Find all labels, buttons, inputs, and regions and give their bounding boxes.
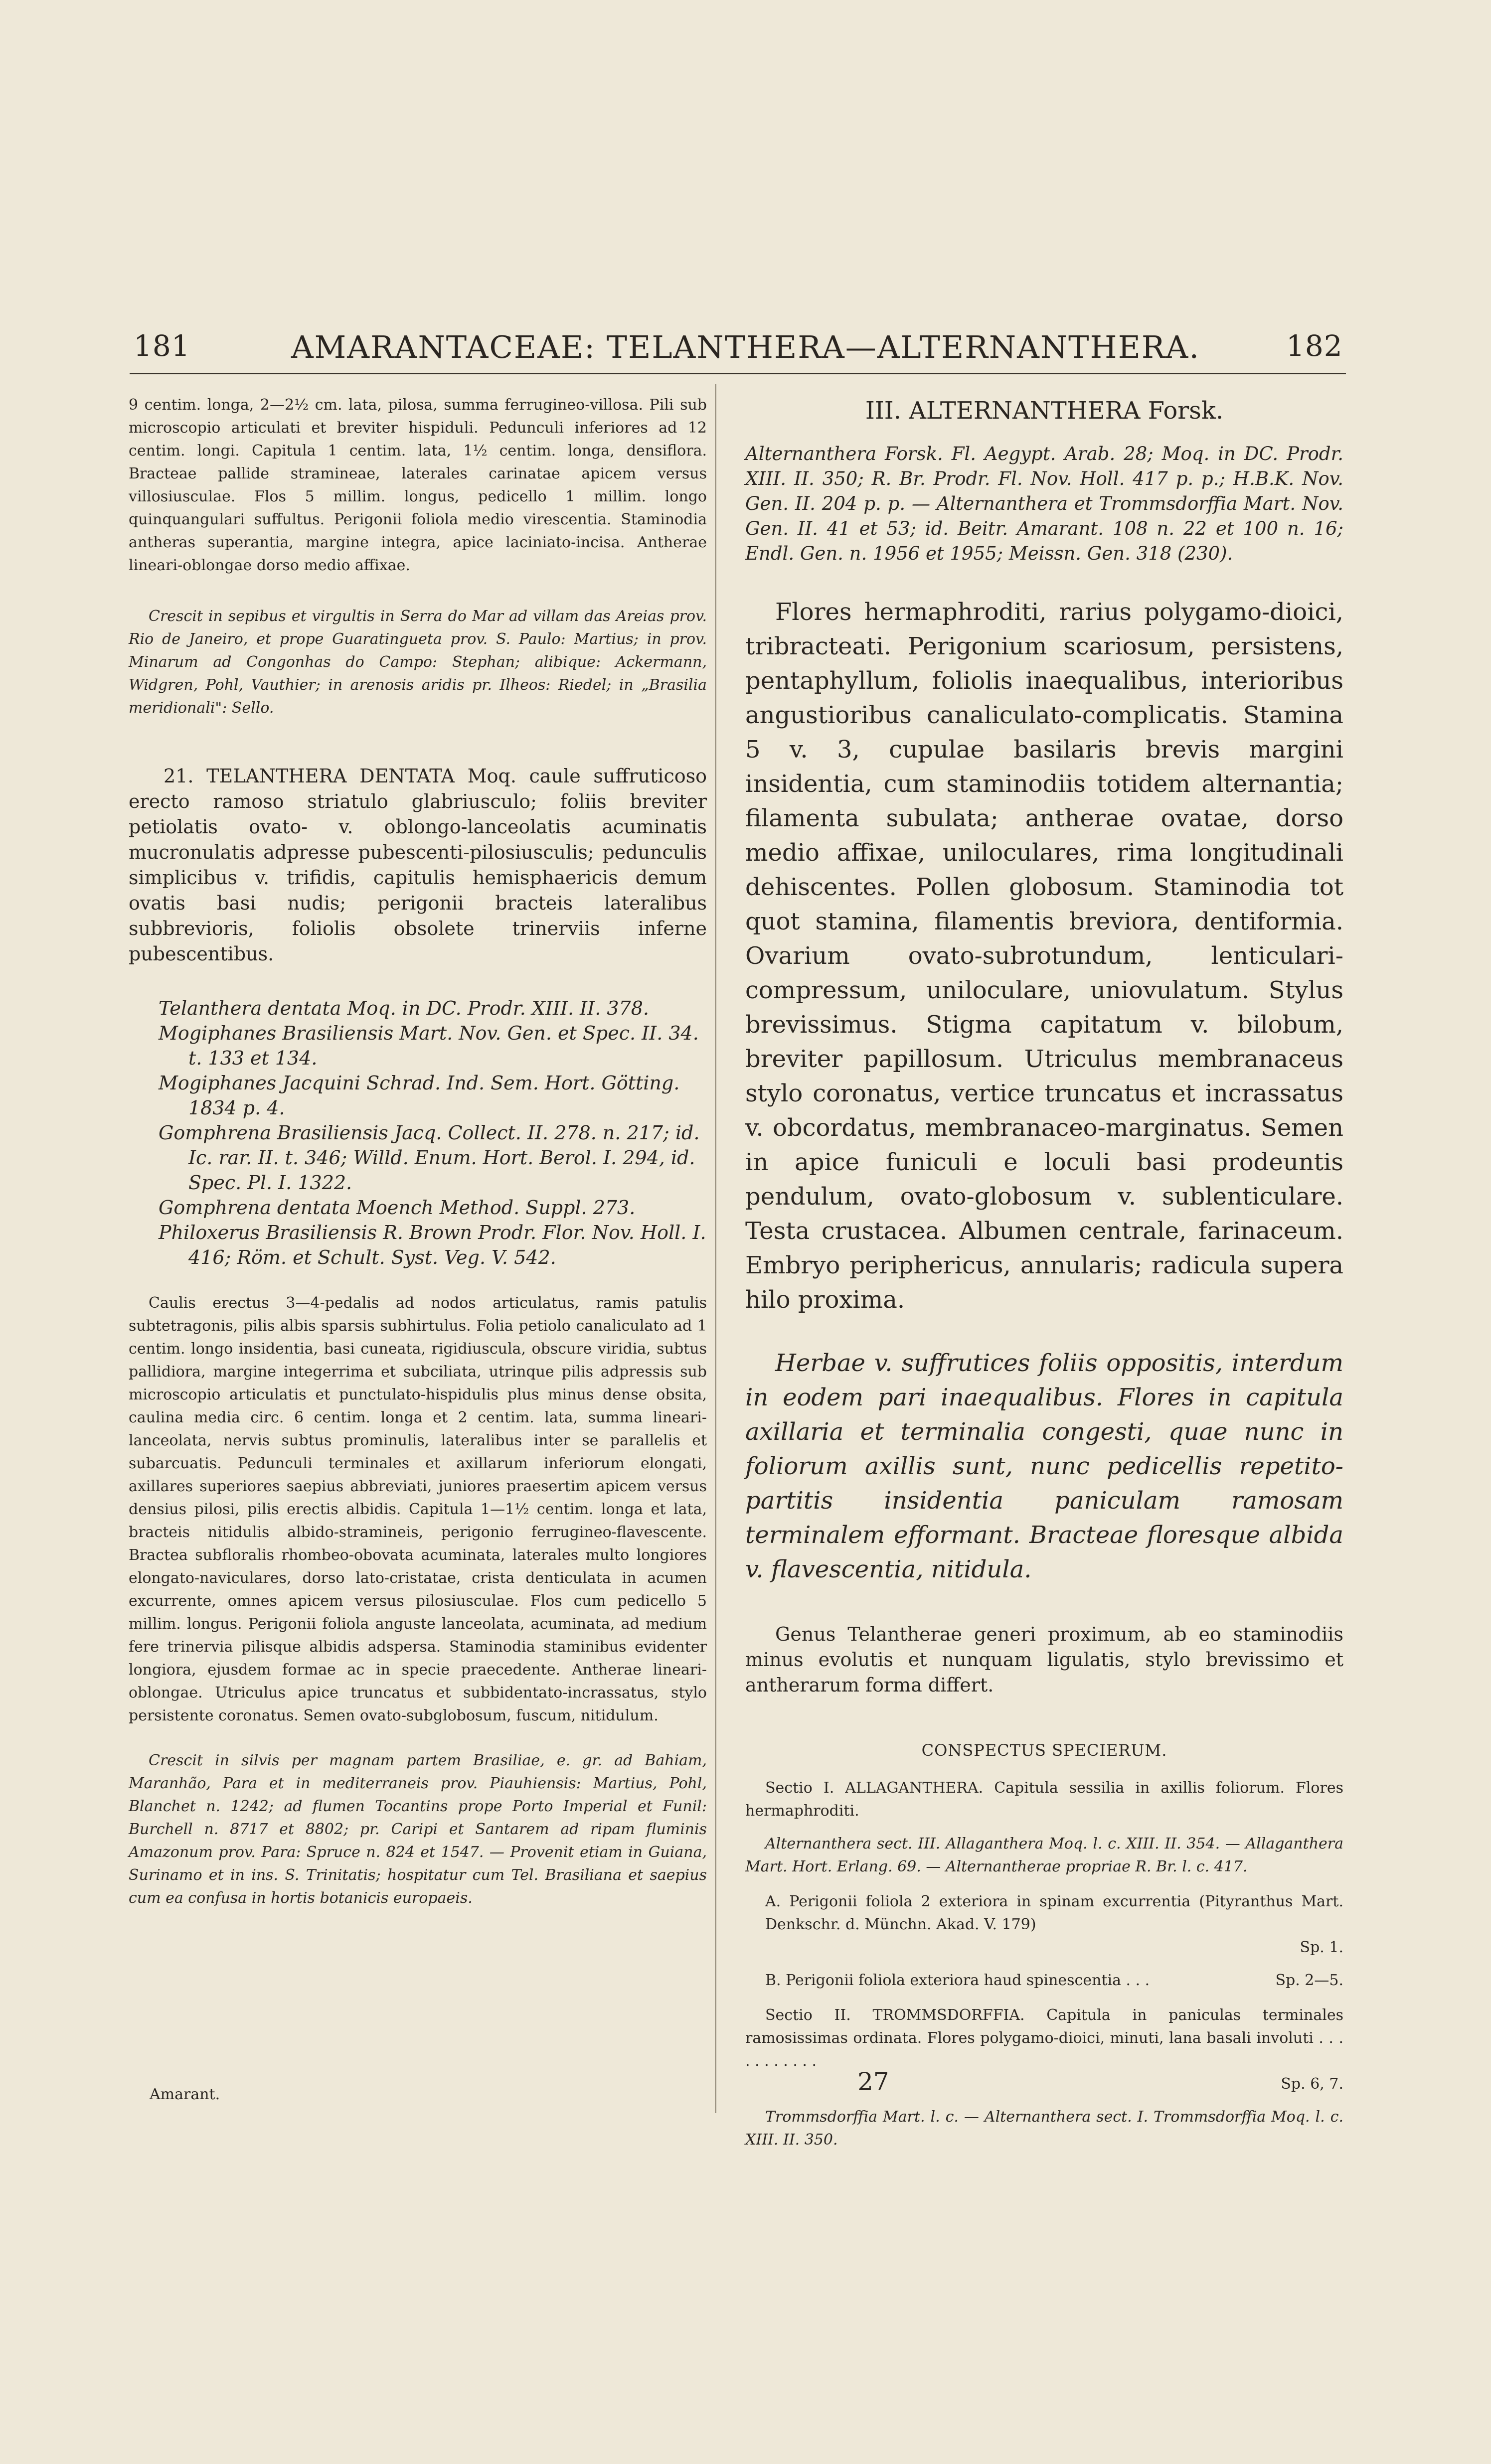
column-divider: [715, 384, 716, 2113]
right-page-number: 182: [1286, 329, 1343, 363]
key-b: B. Perigonii foliola exteriora haud spinescentia . . .: [765, 1972, 1150, 1989]
key-a: A. Perigonii foliola 2 exteriora in spinam excurrentia (Pityranthus Mart. Denkschr. d. Münchn. Akad. V. 179): [765, 1893, 1343, 1933]
page-number: 27: [857, 2067, 889, 2096]
genus-description: Flores hermaphroditi, rarius polygamo-dioici, tribracteati. Perigonium scariosum, persistens, pentaphyllum, foliolis inaequalibus, interioribus angustioribus canaliculato-complicatis. Stamina 5 v. 3, cupulae basilaris brevis margini insidentia, cum staminodiis totidem alternantia; filamenta subulata; antherae ovatae, dorso medio affixae, uniloculares, rima longitudinali dehiscentes. Pollen globosum. Staminodia tot quot stamina, filamentis breviora, dentiformia. Ovarium ovato-subrotundum, lenticulari-compressum, uniloculare, uniovulatum. Stylus brevissimus. Stigma capitatum v. bilobum, breviter papillosum. Utriculus membranaceus stylo coronatus, vertice truncatus et incrassatus v. obcordatus, membranaceo-marginatus. Semen in apice funiculi e loculi basi prodeuntis pendulum, ovato-globosum v. sublenticulare. Testa crustacea. Albumen centrale, farinaceum. Embryo periphericus, annularis; radicula supera hilo proxima.: [745, 598, 1343, 1314]
right-column: [745, 394, 1343, 2152]
description-continued: 9 centim. longa, 2—2½ cm. lata, pilosa, summa ferrugineo-villosa. Pili sub microscopio articulati et breviter hispiduli. Pedunculi inferiores ad 12 centim. longi. Capitula 1 centim. lata, 1½ centim. longa, densiflora. Bracteae pallide stramineae, laterales carinatae apicem versus villosiusculae. Flos 5 millim. longus, pedicello 1 millim. longo quinquangulari suffultus. Perigonii foliola medio virescentia. Staminodia antheras superantia, margine integra, apice laciniato-incisa. Antherae lineari-oblongae dorso medio affixae.: [129, 396, 707, 574]
synonym-ref: Gomphrena dentata Moench Method. Suppl. 273.: [159, 1197, 636, 1219]
synonym-ref: Mogiphanes Jacquini Schrad. Ind. Sem. Hort. Götting. 1834 p. 4.: [159, 1072, 680, 1119]
synonym-ref: Philoxerus Brasiliensis R. Brown Prodr. Flor. Nov. Holl. I. 416; Röm. et Schult. Syst. Veg. V. 542.: [159, 1222, 706, 1268]
section-one-refs: Alternanthera sect. III. Allaganthera Moq. l. c. XIII. II. 354. — Allaganthera Mart. Hort. Erlang. 69. — Alternantherae propriae R. Br. l. c. 417.: [745, 1835, 1343, 1875]
left-page-number: 181: [134, 329, 190, 363]
left-column: [129, 394, 707, 1910]
genus-references: Alternanthera Forsk. Fl. Aegypt. Arab. 28; Moq. in DC. Prodr. XIII. II. 350; R. Br. Prodr. Fl. Nov. Holl. 417 p. p.; H.B.K. Nov. Gen. II. 204 p. p. — Alternanthera et Trommsdorffia Mart. Nov. Gen. II. 41 et 53; id. Beitr. Amarant. 108 n. 22 et 100 n. 16; Endl. Gen. n. 1956 et 1955; Meissn. Gen. 318 (230).: [745, 443, 1343, 564]
section-two: Sectio II. TROMMSDORFFIA. Capitula in paniculas terminales ramosissimas ordinata. Flores polygamo-dioici, minuti, lana basali involuti . . . . . . . . . . .: [745, 2006, 1343, 2070]
distribution-note: Crescit in sepibus et virgultis in Serra do Mar ad villam das Areias prov. Rio de Janeiro, et prope Guaratingueta prov. S. Paulo: Martius; in prov. Minarum ad Congonhas do Campo: Stephan; alibique: Ackermann, Widgren, Pohl, Vauthier; in arenosis aridis pr. Ilheos: Riedel; in „Brasilia meridionali": Sello.: [129, 608, 707, 717]
section-two-refs: Trommsdorffia Mart. l. c. — Alternanthera sect. I. Trommsdorffia Moq. l. c. XIII. II. 350.: [745, 2108, 1343, 2149]
key-b-row: [745, 1969, 1343, 1992]
synonym-ref: Telanthera dentata Moq. in DC. Prodr. XIII. II. 378.: [159, 997, 649, 1019]
synonym-ref: Gomphrena Brasiliensis Jacq. Collect. II. 278. n. 217; id. Ic. rar. II. t. 346; Willd. Enum. Hort. Berol. I. 294, id. Spec. Pl. I. 1322.: [159, 1122, 700, 1194]
genus-heading: III. ALTERNANTHERA Forsk.: [865, 397, 1224, 425]
distribution-note-2: Crescit in silvis per magnam partem Brasiliae, e. gr. ad Bahiam, Maranhão, Para et in mediterraneis prov. Piauhiensis: Martius, Pohl, Blanchet n. 1242; ad flumen Tocantins prope Porto Imperial et Funil: Burchell n. 8717 et 8802; pr. Caripi et Santarem ad ripam fluminis Amazonum prov. Para: Spruce n. 824 et 1547. — Provenit etiam in Guiana, Surinamo et in ins. S. Trinitatis; hospitatur cum Tel. Brasiliana et saepius cum ea confusa in hortis botanicis europaeis.: [129, 1752, 707, 1907]
section-two-row: [745, 2073, 1343, 2096]
signature-mark: Amarant.: [150, 2086, 220, 2103]
genus-note: Genus Telantherae generi proximum, ab eo staminodiis minus evolutis et nunquam ligulatis, stylo brevissimo et antherarum forma differt.: [745, 1623, 1343, 1696]
key-a-species: Sp. 1.: [1300, 1939, 1343, 1956]
species-description: Caulis erectus 3—4-pedalis ad nodos articulatus, ramis patulis subtetragonis, pilis albis sparsis subhirtulus. Folia petiolo canaliculato ad 1 centim. longo insidentia, basi cuneata, rigidiuscula, obscure viridia, subtus pallidiora, margine integerrima et subciliata, utrinque pilis adpressis sub microscopio articulatis et punctulato-hispidulis plus minus dense obsita, caulina media circ. 6 centim. longa et 2 centim. lata, summa lineari-lanceolata, nervis subtus prominulis, lateralibus inter se parallelis et subarcuatis. Pedunculi terminales et axillarum inferiorum elongati, axillares superiores saepius abbreviati, juniores praesertim apicem versus densius pilosi, pilis erectis albidis. Capitula 1—1½ centim. longa et lata, bracteis nitidulis albido-stramineis, perigonio ferrugineo-flavescente. Bractea subfloralis rhombeo-obovata acuminata, laterales multo longiores elongato-naviculares, dorso lato-cristatae, crista denticulata in acumen excurrente, omnes apicem versus pilosiusculae. Flos cum pedicello 5 millim. longus. Perigonii foliola anguste lanceolata, acuminata, ad medium fere trinervia pilisque albidis adspersa. Staminodia staminibus evidenter longiora, ejusdem formae ac in specie praecedente. Antherae lineari-oblongae. Utriculus apice truncatus et subbidentato-incrassatus, stylo persistente coronatus. Semen ovato-subglobosum, fuscum, nitidulum.: [129, 1294, 707, 1724]
running-title: AMARANTACEAE: TELANTHERA—ALTERNANTHERA.: [291, 329, 1200, 365]
section-two-species: Sp. 6, 7.: [1281, 2075, 1343, 2093]
section-one: Sectio I. ALLAGANTHERA. Capitula sessilia in axillis foliorum. Flores hermaphroditi.: [745, 1779, 1343, 1820]
key-b-species: Sp. 2—5.: [1275, 1972, 1343, 1989]
synonym-ref: Mogiphanes Brasiliensis Mart. Nov. Gen. et Spec. II. 34. t. 133 et 134.: [159, 1022, 699, 1069]
habit-paragraph: Herbae v. suffrutices foliis oppositis, interdum in eodem pari inaequalibus. Flores in capitula axillaria et terminalia congesti, quae nunc in foliorum axillis sunt, nunc pedicellis repetito-partitis insidentia paniculam ramosam terminalem efformant. Bracteae floresque albida v. flavescentia, nitidula.: [745, 1349, 1343, 1583]
header-rule: [130, 373, 1346, 374]
synonym-list: [129, 996, 707, 1270]
conspectus-heading: CONSPECTUS SPECIERUM.: [921, 1741, 1167, 1760]
species-diagnosis: 21. TELANTHERA DENTATA Moq. caule suffruticoso erecto ramoso striatulo glabriusculo; foliis breviter petiolatis ovato- v. oblongo-lanceolatis acuminatis mucronulatis adpresse pubescenti-pilosiusculis; pedunculis simplicibus v. trifidis, capitulis hemisphaericis demum ovatis basi nudis; perigonii bracteis lateralibus subbrevioris, foliolis obsolete trinerviis inferne pubescentibus.: [129, 765, 707, 965]
key-a-row: [745, 1936, 1343, 1959]
